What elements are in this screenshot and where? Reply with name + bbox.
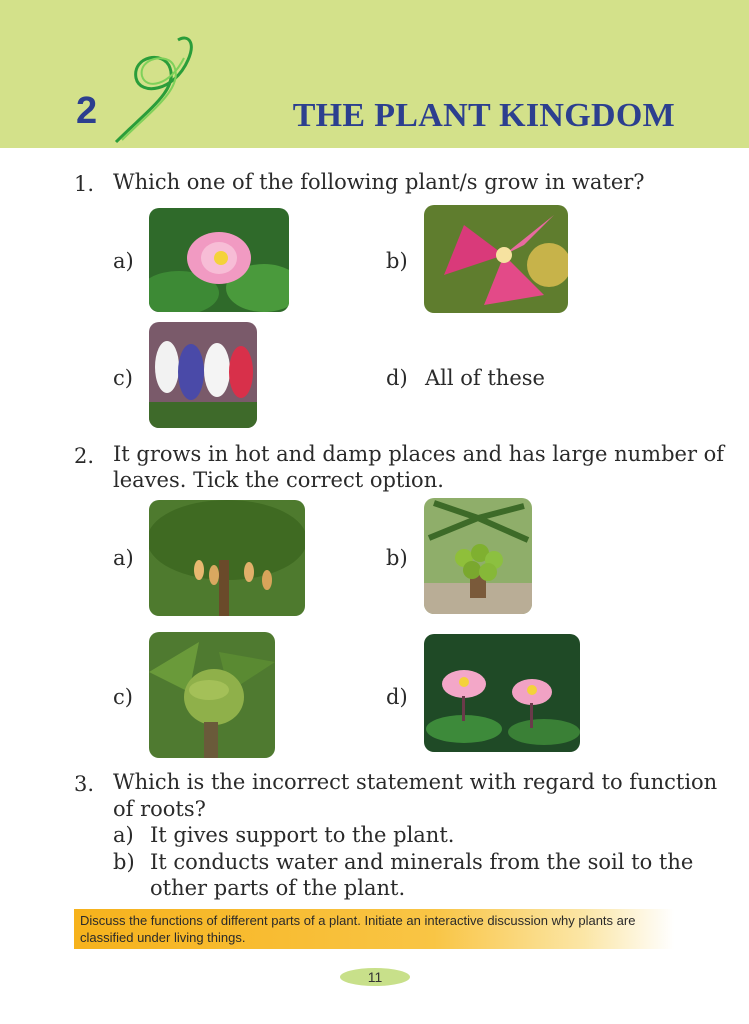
q2-water-lily-image bbox=[424, 634, 580, 752]
q2-option-d-label: d) bbox=[386, 685, 408, 709]
q2-coconut-tree-image bbox=[424, 498, 532, 614]
question-1-text: Which one of the following plant/s grow in water? bbox=[113, 170, 645, 194]
question-2-number: 2. bbox=[74, 444, 95, 468]
q3-option-b-label: b) bbox=[113, 850, 135, 874]
q1-option-d-label: d) bbox=[386, 366, 408, 390]
q3-option-b-line-2: other parts of the plant. bbox=[150, 876, 406, 900]
question-2-line-1: It grows in hot and damp places and has large number of bbox=[113, 442, 725, 466]
page-number: 11 bbox=[367, 969, 383, 985]
q2-mango-tree-image bbox=[149, 500, 305, 616]
q2-option-b-label: b) bbox=[386, 546, 408, 570]
chapter-number: 2 bbox=[76, 90, 98, 132]
question-3-line-2: of roots? bbox=[113, 797, 206, 821]
q1-option-d-text: All of these bbox=[425, 366, 545, 390]
question-1-number: 1. bbox=[74, 172, 95, 196]
q1-option-a-label: a) bbox=[113, 249, 134, 273]
q3-option-b-line-1: It conducts water and minerals from the soil to the bbox=[150, 850, 694, 874]
chapter-title: THE PLANT KINGDOM bbox=[292, 97, 675, 134]
q3-option-a-label: a) bbox=[113, 823, 134, 847]
q1-option-b-label: b) bbox=[386, 249, 408, 273]
q2-banana-plant-image bbox=[149, 632, 275, 758]
q2-option-a-label: a) bbox=[113, 546, 134, 570]
q1-lotus-image bbox=[149, 208, 289, 312]
question-3-number: 3. bbox=[74, 772, 95, 796]
question-2-line-2: leaves. Tick the correct option. bbox=[113, 468, 444, 492]
teacher-note-line-2: classified under living things. bbox=[80, 930, 246, 945]
q1-hyacinth-image bbox=[149, 322, 257, 428]
swirl-logo-icon bbox=[108, 30, 200, 148]
q2-option-c-label: c) bbox=[113, 685, 133, 709]
q1-option-c-label: c) bbox=[113, 366, 133, 390]
teacher-note-line-1: Discuss the functions of different parts of a plant. Initiate an interactive discussion why plants are bbox=[80, 913, 636, 928]
question-3-line-1: Which is the incorrect statement with regard to function bbox=[113, 770, 718, 794]
q1-lily-image bbox=[424, 205, 568, 313]
teacher-note bbox=[74, 909, 674, 949]
q3-option-a-text: It gives support to the plant. bbox=[150, 823, 455, 847]
